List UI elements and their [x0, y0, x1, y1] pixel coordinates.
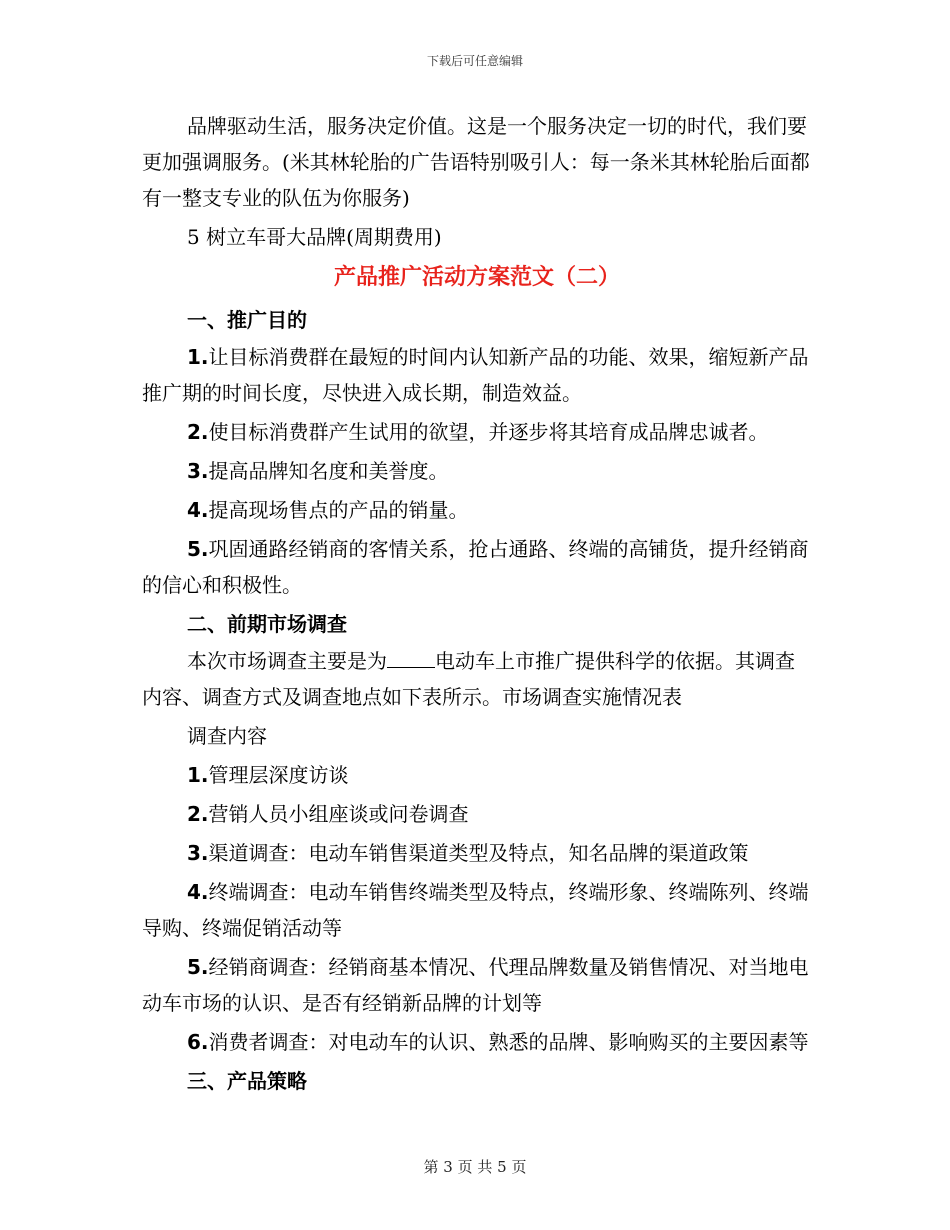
page-header-note: 下载后可任意编辑 [426, 54, 523, 68]
list-item: 5.经销商调查：经销商基本情况、代理品牌数量及销售情况、对当地电动车市场的认识、是否有经销新品牌的计划等 [142, 955, 809, 1015]
paragraph-service: 品牌驱动生活，服务决定价值。这是一个服务决定一切的时代，我们要更加强调服务。(米其林轮胎的广告语特别吸引人：每一条米其林轮胎后面都有一整支专业的队伍为你服务) [142, 114, 810, 210]
list-item: 4.终端调查：电动车销售终端类型及特点，终端形象、终端陈列、终端导购、终端促销活动等 [142, 880, 809, 940]
list-item: 1.让目标消费群在最短的时间内认知新产品的功能、效果，缩短新产品推广期的时间长度，尽快进入成长期，制造效益。 [142, 345, 809, 405]
section-title: 产品推广活动方案范文（二） [333, 264, 620, 290]
document-body [142, 108, 812, 1100]
list-item: 4.提高现场售点的产品的销量。 [187, 498, 469, 522]
list-item: 2.使目标消费群产生试用的欲望，并逐步将其培育成品牌忠诚者。 [187, 420, 769, 444]
heading-market-survey: 二、前期市场调查 [187, 612, 347, 636]
paragraph-brand: 5 树立车哥大品牌(周期费用) [187, 225, 442, 249]
list-item: 6.消费者调查：对电动车的认识、熟悉的品牌、影响购买的主要因素等 [187, 1030, 809, 1054]
list-item: 3.提高品牌知名度和美誉度。 [187, 459, 449, 483]
list-item: 5.巩固通路经销商的客情关系，抢占通路、终端的高铺货，提升经销商的信心和积极性。 [142, 537, 809, 597]
fill-blank [387, 649, 435, 668]
heading-purpose: 一、推广目的 [187, 308, 307, 332]
heading-product-strategy: 三、产品策略 [187, 1069, 307, 1093]
paragraph-survey-intro: 本次市场调查主要是为 电动车上市推广提供科学的依据。其调查内容、调查方式及调查地点如下表所示。市场调查实施情况表 [142, 649, 795, 709]
sub-heading-survey-content: 调查内容 [187, 724, 267, 748]
list-item: 3.渠道调查：电动车销售渠道类型及特点，知名品牌的渠道政策 [187, 841, 749, 865]
list-item: 2.营销人员小组座谈或问卷调查 [187, 802, 469, 826]
page-number: 第 3 页 共 5 页 [423, 1158, 527, 1176]
list-item: 1.管理层深度访谈 [187, 763, 349, 787]
